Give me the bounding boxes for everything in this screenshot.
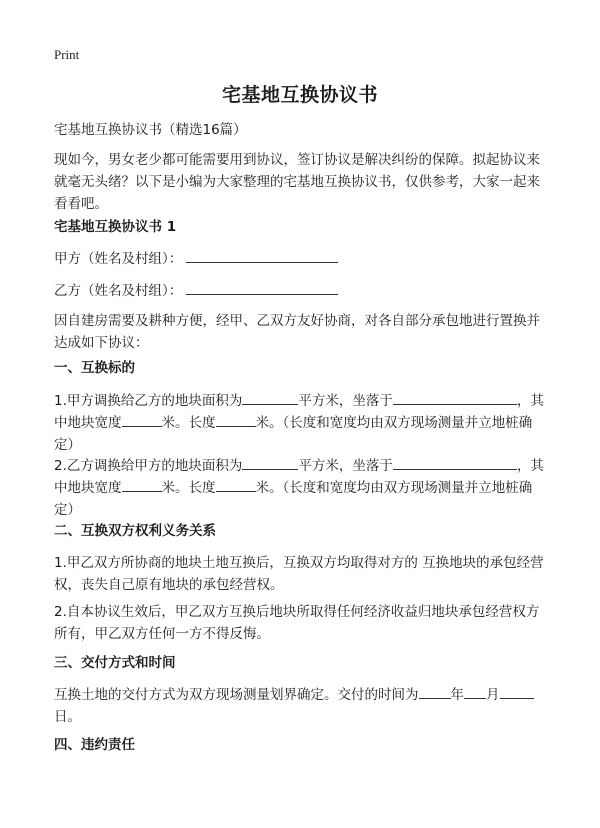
party-a-blank — [186, 248, 338, 263]
length-blank — [216, 477, 256, 492]
text-segment: 月 — [486, 687, 500, 703]
location-blank — [393, 390, 517, 405]
text-segment: 米。（长度和宽度均由双方现场测量并立地桩确定） — [54, 480, 533, 518]
text-segment: 日。 — [54, 709, 81, 725]
day-blank — [500, 684, 534, 699]
text-segment: 年 — [450, 687, 464, 703]
section-2-heading: 二、互换双方权利义务关系 — [54, 523, 216, 539]
party-a-line — [54, 248, 548, 270]
document-subtitle: 宅基地互换协议书（精选16篇） — [54, 122, 247, 138]
width-blank — [122, 412, 162, 427]
text-segment: 2.乙方调换给甲方的地块面积为 — [54, 458, 243, 474]
section-3-heading: 三、交付方式和时间 — [54, 655, 176, 671]
section-1-heading: 一、互换标的 — [54, 360, 135, 376]
party-b-blank — [186, 280, 338, 295]
party-a-label: 甲方（姓名及村组）： — [54, 251, 183, 267]
month-blank — [464, 684, 486, 699]
width-blank — [122, 477, 162, 492]
location-blank — [393, 455, 517, 470]
length-blank — [216, 412, 256, 427]
preamble-paragraph: 因自建房需要及耕种方便，经甲、乙双方友好协商，对各自部分承包地进行置换并达成如下协议： — [54, 313, 540, 351]
text-segment: ，其中地块宽度 — [54, 458, 544, 496]
text-segment: 互换土地的交付方式为双方现场测量划界确定。交付的时间为 — [54, 687, 419, 703]
text-segment: 米。长度 — [161, 415, 216, 431]
text-segment: 平方米，坐落于 — [298, 458, 393, 474]
print-link[interactable]: Print — [54, 47, 80, 62]
area-blank — [242, 455, 298, 470]
document-title: 宅基地互换协议书 — [221, 84, 378, 106]
party-b-label: 乙方（姓名及村组）： — [54, 283, 183, 299]
section-3-text — [54, 684, 548, 728]
area-blank — [242, 390, 298, 405]
article-heading: 宅基地互换协议书 1 — [54, 219, 177, 235]
party-b-line — [54, 280, 548, 302]
text-segment: 米。长度 — [161, 480, 216, 496]
section-4-heading: 四、违约责任 — [54, 737, 135, 753]
intro-paragraph: 现如今，男女老少都可能需要用到协议，签订协议是解决纠纷的保障。拟起协议来就毫无头绪？以下是小编为大家整理的宅基地互换协议书，仅供参考，大家一起来看看吧。 — [54, 152, 540, 212]
section-2-item-1: 1.甲乙双方所协商的地块土地互换后，互换双方均取得对方的 互换地块的承包经营权，丧失自己原有地块的承包经营权。 — [54, 555, 544, 593]
section-1-item-1 — [54, 390, 548, 456]
year-blank — [419, 684, 451, 699]
section-2-item-2: 2.自本协议生效后，甲乙双方互换后地块所取得任何经济收益归地块承包经营权方所有，甲乙双方任何一方不得反悔。 — [54, 604, 540, 642]
text-segment: ，其中地块宽度 — [54, 393, 544, 431]
text-segment: 平方米，坐落于 — [298, 393, 393, 409]
text-segment: 米。（长度和宽度均由双方现场测量并立地桩确定） — [54, 415, 533, 453]
section-1-item-2 — [54, 455, 548, 521]
text-segment: 1.甲方调换给乙方的地块面积为 — [54, 393, 243, 409]
